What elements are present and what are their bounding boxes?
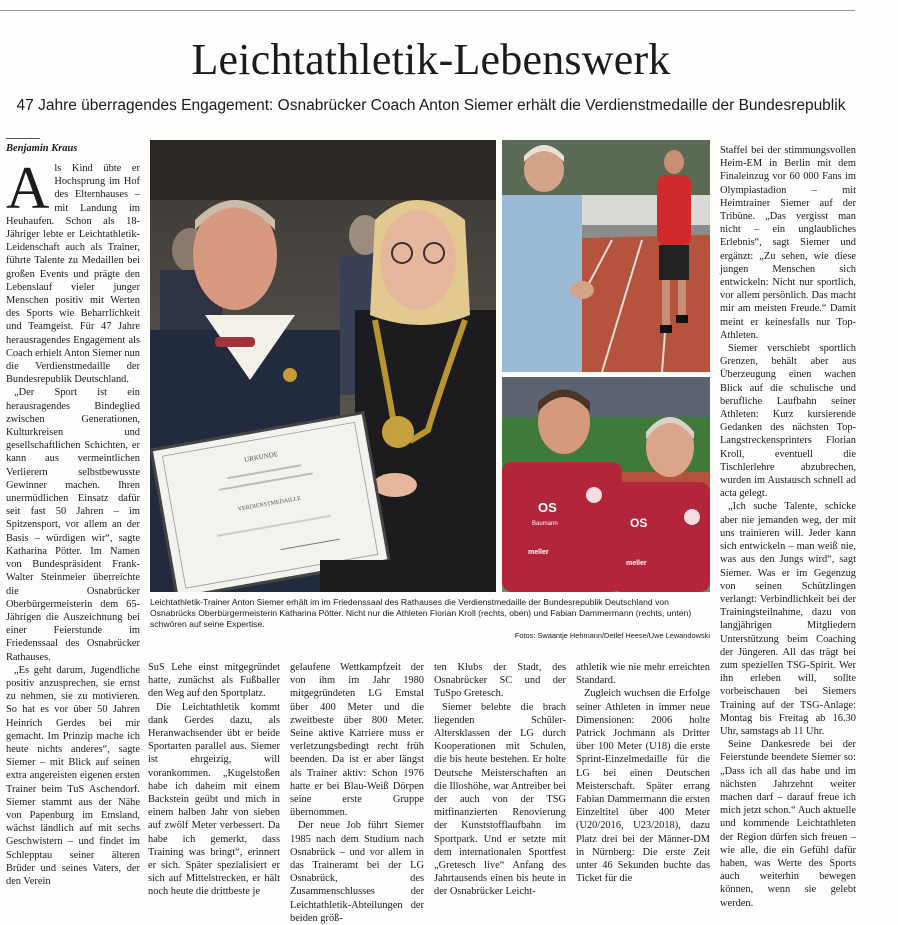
- paragraph-6: gelaufene Wettkampfzeit der von ihm im Jahr 1980 mitgegründeten LG Emstal über 400 Meter und die zweitbeste über 800 Meter. Seine aktive Karriere muss er verletzungsbedingt recht früh beenden. Da ist er aber längst als Trainer aktiv: Schon 1976 hatte er bei Blau-Weiß Dörpen seine erste Gruppe übernommen.: [290, 662, 424, 819]
- photo-award-ceremony: [150, 140, 496, 592]
- paragraph-1: Als Kind übte er Hochsprung im Hof des Elternhauses – mit Landung im Heuhaufen. Schon als 18-Jähriger lebte er Leichtathletik-Leidenschaft auch als Trainer, führte Talente zu Medaillen bei großen Events und prägte den Lebenslauf vieler junger Menschen positiv mit Werten des Sports wie Beharrlichkeit und Teamgeist. Für 47 Jahre herausragendes Engagement als Coach erhielt Anton Siemer nun die Verdienstmedaille der Bundesrepublik Deutschland.: [6, 155, 140, 386]
- paragraph-14: „Ich suche Talente, schicke aber nie jemanden weg, der mit uns trainieren will. Jeder kann sich entwickeln – man weiß nie, was aus den Jungs wird“, sagt Siemer. Was er im Gegenzug von seinen Schützlingen verlangt: Verbindlichkeit bei der Trainingsteilnahme, dazu von langjährigen Mitgliedern Unterstützung beim Coaching der Jüngeren. All das trägt bei zum speziellen TSG-Spirit. Wer ihn erleben will, sollte vorbeischauen bei Siemers Training auf der TSG-Anlage: Montag bis Freitag ab 16.30 Uhr, samstags ab 11 Uhr.: [720, 501, 856, 737]
- headline: Leichtathletik-Lebenswerk: [191, 35, 671, 84]
- article-column-2: [148, 661, 280, 899]
- paragraph-9: Siemer belebte die brach liegenden Schüler-Altersklassen der LG durch Kooperationen mit Schulen, die bis heute bestehen. Er holte Deutsche Meisterschaften an die Illoshöhe, war Antreiber bei der auch von der TSG mitfinanzierten Renovierung der Kunststofflaufbahn im Sportpark. Und er setzte mit dem internationalen Sportfest „Gretesch live“ Anfang des Jahrtausends einen bis heute in der Osnabrücker Leicht-: [434, 701, 566, 898]
- paragraph-2: „Der Sport ist ein herausragendes Bindeglied zwischen Generationen, Kulturkreisen und gesellschaftlichen Schichten, er kann aus vermeintlichen Verlierern selbstbewusste Gewinner machen. Ihren unermüdlichen Einsatz dafür seit fast 50 Jahren – im Spitzensport, vor allem an der Basis – würdigen wir“, sagte Katharina Pötter. Im Namen von Bundespräsident Frank-Walter Steinmeier überreichte die Osnabrücker Oberbürgermeisterin dem 65-Jährigen die Auszeichnung bei einer Feierstunde im Friedenssaal des Osnabrücker Rathauses.: [6, 387, 140, 663]
- author-byline: Benjamin Kraus: [6, 143, 78, 154]
- certificate-heading: URKUNDE: [243, 450, 279, 464]
- article-column-3: [290, 661, 424, 925]
- subheadline: 47 Jahre überragendes Engagement: Osnabrücker Coach Anton Siemer erhält die Verdienstmedaille der Bundesrepublik: [16, 97, 846, 114]
- paragraph-11: Zugleich wuchsen die Erfolge seiner Athleten in immer neue Dimensionen: 2006 holte Patrick Jochmann als Dritter über 100 Meter (U18) die erste Sprint-Einzelmedaille für die LG bei einen Deutschen Meisterschaft. Später errang Fabian Dammermann die ersten Einzeltitel über 400 Meter (U20/2016, U23/2018), dazu Platz drei bei der Männer-DM in Nürnberg: Die erste Zeit unter 46 Sekunden buchte das Ticket für die: [576, 688, 710, 885]
- paragraph-7: Der neue Job führt Siemer 1985 nach dem Studium nach Osnabrück – und vor allem in das Traineramt bei der LG Osnabrück, des Zusammenschlusses der Leichtathletik-Abteilungen der beiden größ-: [290, 820, 424, 924]
- certificate-award: VERDIENSTMEDAILLE: [237, 495, 302, 513]
- article-column-1: [6, 155, 140, 888]
- paragraph-8: ten Klubs der Stadt, des Osnabrücker SC und der TuSpo Gretesch.: [434, 662, 566, 700]
- paragraph-13: Siemer verschiebt sportlich Grenzen, behält aber aus Überzeugung einen wachen Blick auf die schulische und berufliche Laufbahn seiner Athleten: Kurz kursierende Gedanken des nächsten Top-Langstreckensprinters Florian Kroll, eventuell die Tischlerlehre abzubrechen, wurden im Austausch schnell ad acta gelegt.: [720, 343, 856, 500]
- top-rule: [0, 10, 855, 11]
- drop-cap: A: [6, 155, 50, 221]
- shirt-logo-left: OS: [538, 500, 557, 515]
- photo-track-training: [502, 140, 710, 372]
- paragraph-5: Die Leichtathletik kommt dank Gerdes dazu, als Heranwachsender übt er beide Sportarten parallel aus. Siemer ist ehrgeizig, will vorankommen. „Kugelstoßen habe ich daheim mit einem Backstein geübt und mich in einem halben Jahr von sieben auf zwölf Meter verbessert. Da habe ich gemerkt, dass Training was bringt“, erinnert er sich. Später spezialisiert er sich auf Mittelstrecken, er hält noch heute die drittbeste je: [148, 701, 280, 898]
- author-rule: [6, 138, 40, 139]
- article-column-6: [720, 144, 856, 910]
- photo-credit: Fotos: Swaantje Hehmann/Detlef Heese/Uwe Lewandowski: [514, 631, 710, 640]
- photo-award-ceremony-image: [150, 140, 496, 592]
- shirt-sponsor2-left: meller: [528, 549, 549, 556]
- article-column-5: [576, 661, 710, 885]
- photo-caption: [150, 597, 710, 641]
- shirt-logo-right: OS: [630, 516, 648, 530]
- paragraph-3: „Es geht darum, Jugendliche positiv anzusprechen, sie ernst zu nehmen, sie zu motivieren. So hat es vor über 50 Jahren Heinrich Gerdes bei mir gemacht. Im Prinzip mache ich heute nichts anderes“, sagte Siemer – mit Blick auf seinen extra angereisten eigenen ersten Trainer beim TuS Aschendorf. Siemer stammt aus der Nähe von Papenburg im Emsland, wächst ländlich auf mit sechs Geschwistern – und findet im Schlepptau seiner älteren Brüder und seines Vaters, der den Verein: [6, 664, 140, 887]
- article-column-4: [434, 661, 566, 899]
- paragraph-12: Staffel bei der stimmungsvollen Heim-EM in Berlin mit dem Finaleinzug vor 60 000 Fans im Olympiastadion – mit Heimtrainer Siemer auf der Tribüne. „Das vergisst man nicht – ein unglaubliches Erlebnis“, sagt Siemer und ergänzt: „Zu sehen, wie diese jungen Menschen sich entwickeln: Nicht nur sportlich, vor allem persönlich. Das macht mir am meisten Freude.“ Damit meint er keinesfalls nur Top-Athleten.: [720, 145, 856, 341]
- photo-track-training-image: [502, 140, 710, 372]
- shirt-sponsor-left: Baumann: [532, 521, 558, 527]
- paragraph-15: Seine Dankesrede bei der Feierstunde beendete Siemer so: „Dass ich all das habe und im nächsten Jahrzehnt weiter machen darf – darauf freue ich mich jetzt schon.“ Auch aktuelle und kommende Leichtathleten der Region dürfen sich freuen – wie alle, die ein Gefühl dafür haben, was Werte des Sports auch weiterhin bewegen können, wenn sie gelebt werden.: [720, 739, 856, 909]
- paragraph-10: athletik wie nie mehr erreichten Standard.: [576, 662, 710, 687]
- caption-text: Leichtathletik-Trainer Anton Siemer erhält im im Friedenssaal des Rathauses die Verdienstmedaille der Bundesrepublik Deutschland von Osnabrücks Oberbürgermeisterin Katharina Pötter. Nicht nur die Athleten Florian Kroll (rechts, oben) und Fabian Dammermann (rechts, unten) schwören auf seine Expertise.: [150, 597, 692, 629]
- paragraph-4: SuS Lehe einst mitgegründet hatte, zunächst als Fußballer den Weg auf den Sportplatz.: [148, 662, 280, 700]
- photo-athlete-and-coach: [502, 377, 710, 592]
- photo-athlete-and-coach-image: [502, 377, 710, 592]
- shirt-sponsor2-right: meller: [626, 560, 647, 567]
